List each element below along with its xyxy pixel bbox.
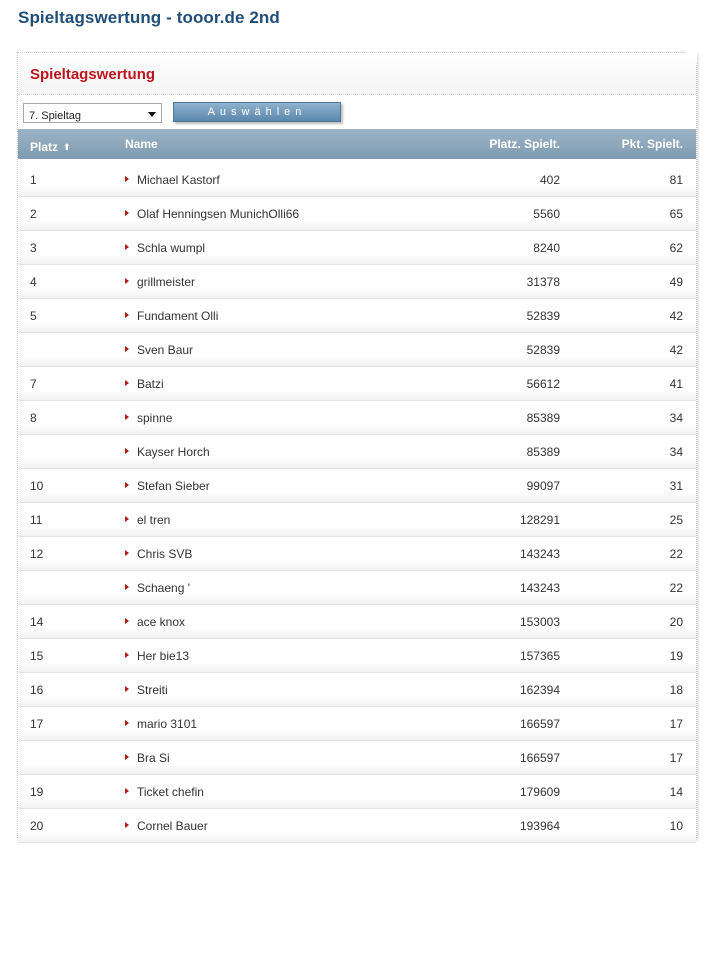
chevron-down-icon (148, 112, 156, 117)
row-platz: 16 (30, 683, 44, 697)
row-platz: 4 (30, 275, 37, 289)
row-punkte-spieltag: 34 (669, 445, 683, 459)
row-punkte-spieltag: 34 (669, 411, 683, 425)
row-platz: 11 (30, 513, 43, 527)
row-platz: 12 (30, 547, 44, 561)
page-title: Spieltagswertung - tooor.de 2nd (18, 8, 280, 27)
arrow-right-icon (125, 584, 129, 590)
table-body (18, 163, 696, 843)
player-name-link[interactable]: Her bie13 (137, 649, 190, 663)
row-platz: 14 (30, 615, 44, 629)
row-punkte-spieltag: 17 (669, 751, 683, 765)
row-punkte-spieltag: 22 (669, 581, 683, 595)
table-row (18, 639, 696, 673)
matchday-select-value: 7. Spieltag (29, 110, 81, 122)
arrow-right-icon (125, 516, 129, 522)
arrow-right-icon (125, 346, 129, 352)
sort-arrow-icon: ⬆ (63, 142, 71, 152)
table-row (18, 707, 696, 741)
row-platz-spieltag: 5560 (533, 207, 560, 221)
row-platz-spieltag: 143243 (519, 581, 560, 595)
player-name-link[interactable]: Olaf Henningsen MunichOlli66 (137, 207, 300, 221)
row-platz: 2 (30, 207, 37, 221)
row-platz: 17 (30, 717, 44, 731)
table-row (18, 401, 696, 435)
arrow-right-icon (125, 618, 129, 624)
arrow-right-icon (125, 482, 129, 488)
row-platz-spieltag: 179609 (519, 785, 560, 799)
column-header-platz-spieltag[interactable]: Platz. Spielt. (489, 137, 560, 151)
player-name-link[interactable]: el tren (137, 513, 171, 527)
ranking-panel (17, 52, 697, 838)
table-row (18, 367, 696, 401)
table-row (18, 673, 696, 707)
row-platz-spieltag: 56612 (526, 377, 560, 391)
arrow-right-icon (125, 380, 129, 386)
row-punkte-spieltag: 62 (669, 241, 683, 255)
row-platz-spieltag: 143243 (519, 547, 560, 561)
table-row (18, 231, 696, 265)
table-row (18, 775, 696, 809)
arrow-right-icon (125, 550, 129, 556)
player-name-link[interactable]: Chris SVB (137, 547, 193, 561)
player-name-link[interactable]: Schaeng ' (137, 581, 190, 595)
player-name-link[interactable]: Schla wumpl (137, 241, 206, 255)
player-name-link[interactable]: Michael Kastorf (137, 173, 220, 187)
table-row (18, 571, 696, 605)
arrow-right-icon (125, 244, 129, 250)
player-name-link[interactable]: ace knox (137, 615, 186, 629)
row-punkte-spieltag: 22 (669, 547, 683, 561)
table-header (18, 129, 696, 159)
row-platz: 3 (30, 241, 37, 255)
row-platz-spieltag: 8240 (533, 241, 560, 255)
table-row (18, 265, 696, 299)
row-punkte-spieltag: 81 (669, 173, 683, 187)
row-punkte-spieltag: 41 (669, 377, 683, 391)
arrow-right-icon (125, 176, 129, 182)
arrow-right-icon (125, 312, 129, 318)
row-punkte-spieltag: 65 (669, 207, 683, 221)
select-button[interactable]: Auswählen (173, 102, 341, 122)
panel-header (18, 53, 696, 95)
row-platz-spieltag: 31378 (526, 275, 560, 289)
table-row (18, 503, 696, 537)
row-platz-spieltag: 166597 (519, 751, 560, 765)
table-row (18, 537, 696, 571)
row-platz: 10 (30, 479, 44, 493)
row-punkte-spieltag: 20 (669, 615, 683, 629)
table-row (18, 809, 696, 843)
player-name-link[interactable]: grillmeister (137, 275, 196, 289)
arrow-right-icon (125, 210, 129, 216)
table-row (18, 469, 696, 503)
row-platz-spieltag: 157365 (519, 649, 560, 663)
arrow-right-icon (125, 720, 129, 726)
row-punkte-spieltag: 18 (669, 683, 683, 697)
arrow-right-icon (125, 754, 129, 760)
arrow-right-icon (125, 652, 129, 658)
player-name-link[interactable]: Fundament Olli (137, 309, 219, 323)
panel-title: Spieltagswertung (30, 66, 156, 83)
row-platz: 1 (30, 173, 37, 187)
row-platz-spieltag: 128291 (519, 513, 560, 527)
controls-bar (18, 95, 696, 129)
player-name-link[interactable]: Bra Si (137, 751, 170, 765)
row-punkte-spieltag: 49 (669, 275, 683, 289)
row-platz: 19 (30, 785, 44, 799)
table-row (18, 741, 696, 775)
row-platz-spieltag: 52839 (526, 309, 560, 323)
row-platz: 20 (30, 819, 44, 833)
player-name-link[interactable]: Batzi (137, 377, 164, 391)
row-punkte-spieltag: 31 (669, 479, 683, 493)
arrow-right-icon (125, 448, 129, 454)
player-name-link[interactable]: Stefan Sieber (137, 479, 210, 493)
row-platz-spieltag: 52839 (526, 343, 560, 357)
row-platz-spieltag: 166597 (519, 717, 560, 731)
arrow-right-icon (125, 822, 129, 828)
row-platz: 5 (30, 309, 37, 323)
row-platz-spieltag: 162394 (519, 683, 560, 697)
row-platz-spieltag: 402 (539, 173, 560, 187)
row-platz-spieltag: 85389 (526, 411, 560, 425)
arrow-right-icon (125, 278, 129, 284)
player-name-link[interactable]: Streiti (137, 683, 168, 697)
row-platz-spieltag: 85389 (526, 445, 560, 459)
row-punkte-spieltag: 10 (669, 819, 683, 833)
player-name-link[interactable]: Cornel Bauer (137, 819, 208, 833)
row-punkte-spieltag: 17 (669, 717, 683, 731)
table-row (18, 435, 696, 469)
row-platz: 15 (30, 649, 44, 663)
table-row (18, 299, 696, 333)
table-row (18, 197, 696, 231)
row-punkte-spieltag: 14 (669, 785, 683, 799)
player-name-link[interactable]: Ticket chefin (137, 785, 204, 799)
column-header-punkte-spieltag[interactable]: Pkt. Spielt. (621, 137, 683, 151)
table-row (18, 163, 696, 197)
row-platz: 7 (30, 377, 37, 391)
matchday-select[interactable] (23, 103, 162, 123)
row-platz-spieltag: 193964 (519, 819, 560, 833)
player-name-link[interactable]: spinne (137, 411, 173, 425)
column-header-platz-label: Platz (30, 140, 59, 154)
row-punkte-spieltag: 42 (669, 309, 683, 323)
arrow-right-icon (125, 686, 129, 692)
row-punkte-spieltag: 19 (669, 649, 683, 663)
column-header-platz[interactable] (30, 140, 71, 154)
arrow-right-icon (125, 414, 129, 420)
player-name-link[interactable]: Sven Baur (137, 343, 194, 357)
player-name-link[interactable]: Kayser Horch (137, 445, 210, 459)
arrow-right-icon (125, 788, 129, 794)
row-platz: 8 (30, 411, 37, 425)
row-platz-spieltag: 99097 (526, 479, 560, 493)
column-header-name[interactable]: Name (125, 137, 158, 151)
player-name-link[interactable]: mario 3101 (137, 717, 198, 731)
table-row (18, 333, 696, 367)
row-punkte-spieltag: 42 (669, 343, 683, 357)
table-row (18, 605, 696, 639)
row-punkte-spieltag: 25 (669, 513, 683, 527)
row-platz-spieltag: 153003 (519, 615, 560, 629)
